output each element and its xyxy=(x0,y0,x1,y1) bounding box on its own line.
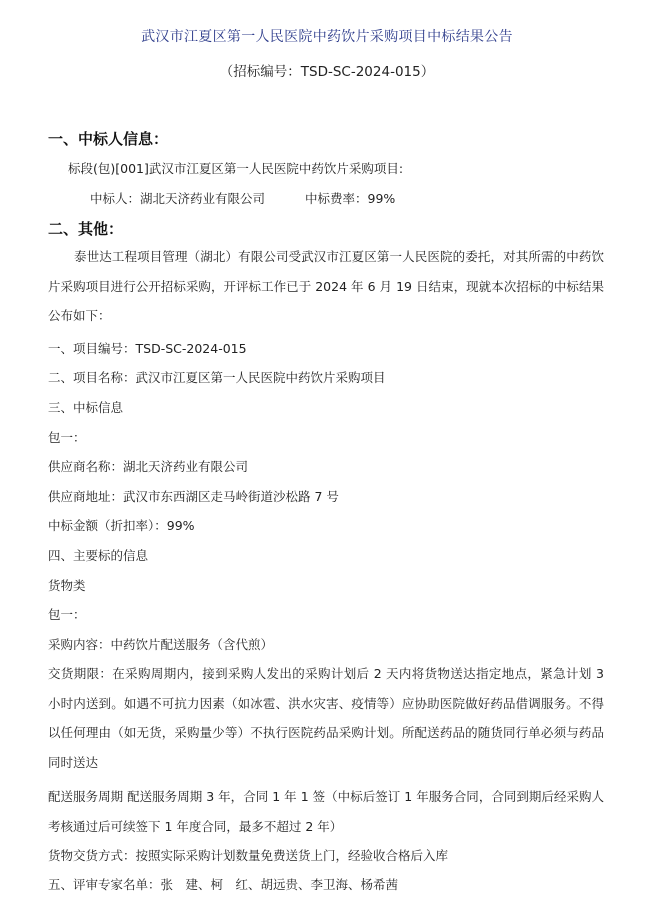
expert-list: 五、评审专家名单：张 建、柯 红、胡远贵、李卫海、杨希茜 xyxy=(48,877,399,892)
supplier-name: 供应商名称：湖北天济药业有限公司 xyxy=(48,459,249,474)
section-winner-heading: 一、中标人信息： xyxy=(48,130,169,148)
win-info-heading: 三、中标信息 xyxy=(48,400,124,415)
main-items-heading: 四、主要标的信息 xyxy=(48,548,149,563)
delivery-terms: 交货期限：在采购周期内，接到采购人发出的采购计划后 2 天内将货物送达指定地点，紧急计划 3 小时内送到。如遇不可抗力因素（如冰雹、洪水灾害、疫情等）应协助医院做好药品借调服务。不得以任何理由（如无货，采购量少等）不执行医院药品采购计划。所配送药品的随货同行单必须与药品同时送达 xyxy=(48,666,604,770)
winner-name: 中标人：湖北天济药业有限公司 xyxy=(90,191,266,206)
goods-category: 货物类 xyxy=(48,578,86,593)
purchase-content: 采购内容：中药饮片配送服务（含代煎） xyxy=(48,637,274,652)
delivery-method: 货物交货方式：按照实际采购计划数量免费送货上门，经验收合格后入库 xyxy=(48,848,449,863)
intro-paragraph: 泰世达工程项目管理（湖北）有限公司受武汉市江夏区第一人民医院的委托，对其所需的中药饮片采购项目进行公开招标采购，开评标工作已于 2024 年 6 月 19 日结束，现就本次招标的中标结果公布如下： xyxy=(48,249,604,323)
page-title: 武汉市江夏区第一人民医院中药饮片采购项目中标结果公告 xyxy=(141,29,513,45)
win-amount: 中标金额（折扣率）：99% xyxy=(48,518,195,533)
project-name: 二、项目名称：武汉市江夏区第一人民医院中药饮片采购项目 xyxy=(48,370,386,385)
section-other-heading: 二、其他： xyxy=(48,220,124,238)
package-one-label-2: 包一： xyxy=(48,607,86,622)
lot-line: 标段(包)[001]武汉市江夏区第一人民医院中药饮片采购项目: xyxy=(68,161,404,176)
supplier-address: 供应商地址：武汉市东西湖区走马岭街道沙松路 7 号 xyxy=(48,489,339,504)
package-one-label: 包一： xyxy=(48,430,86,445)
winner-line xyxy=(90,190,650,208)
project-number: 一、项目编号：TSD-SC-2024-015 xyxy=(48,341,247,356)
tender-number: （招标编号：TSD-SC-2024-015） xyxy=(219,64,435,80)
winner-rate: 中标费率：99% xyxy=(305,191,396,206)
service-period: 配送服务周期 配送服务周期 3 年，合同 1 年 1 签（中标后签订 1 年服务合同，合同到期后经采购人考核通过后可续签下 1 年度合同，最多不超过 2 年） xyxy=(48,789,604,834)
